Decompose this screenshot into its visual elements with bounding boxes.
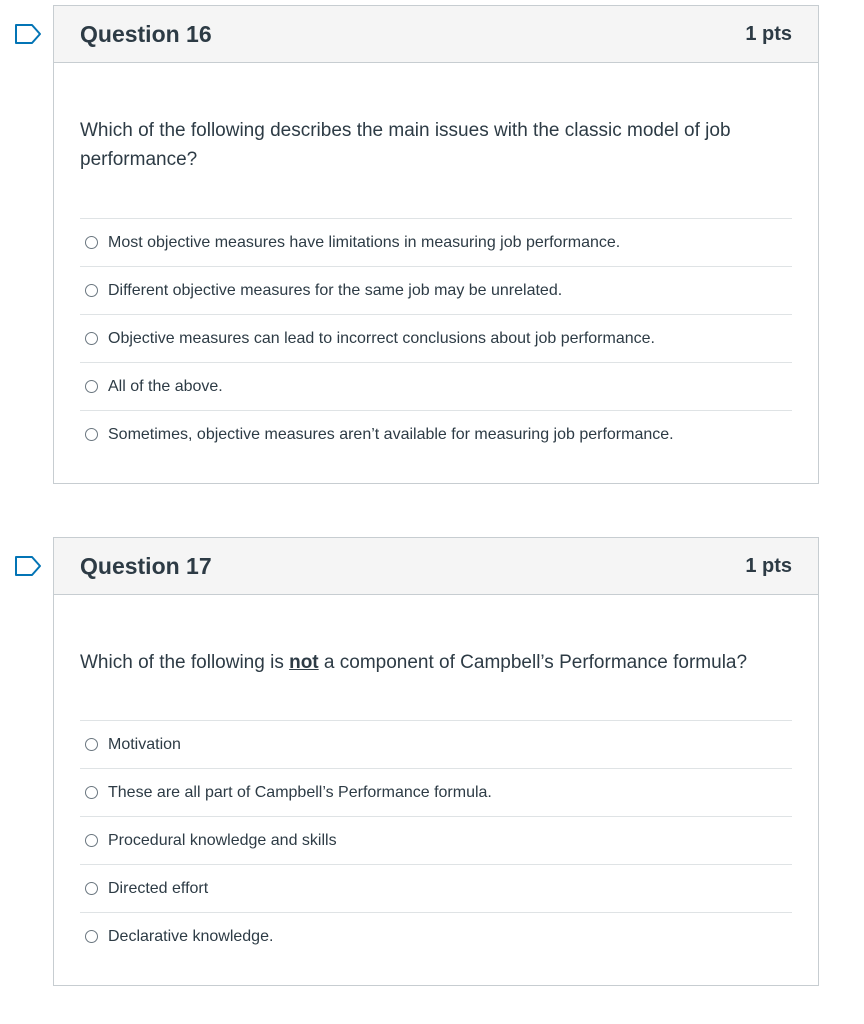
answer-option[interactable] bbox=[80, 363, 792, 411]
question-text-before: Which of the following is bbox=[80, 652, 290, 673]
answer-option[interactable] bbox=[80, 315, 792, 363]
answer-label: Declarative knowledge. bbox=[108, 927, 274, 945]
question-text-emphasis: not bbox=[289, 652, 319, 673]
question-header bbox=[54, 538, 818, 595]
radio-button[interactable] bbox=[85, 284, 98, 297]
answer-option[interactable] bbox=[80, 913, 792, 960]
radio-button[interactable] bbox=[85, 834, 98, 847]
flag-question-icon[interactable] bbox=[14, 23, 42, 45]
answer-option[interactable] bbox=[80, 219, 792, 267]
answer-label: Motivation bbox=[108, 735, 181, 753]
answer-option[interactable] bbox=[80, 817, 792, 865]
radio-button[interactable] bbox=[85, 428, 98, 441]
question-body bbox=[54, 63, 818, 458]
question-body bbox=[54, 595, 818, 960]
answer-label: Directed effort bbox=[108, 879, 209, 897]
answer-label: Most objective measures have limitations in measuring job performance. bbox=[108, 233, 621, 251]
question-17-card bbox=[53, 537, 819, 986]
question-title: Question 17 bbox=[80, 552, 212, 579]
radio-button[interactable] bbox=[85, 930, 98, 943]
answer-option[interactable] bbox=[80, 865, 792, 913]
question-16-card bbox=[53, 5, 819, 484]
answer-label: Different objective measures for the same job may be unrelated. bbox=[108, 281, 563, 299]
radio-button[interactable] bbox=[85, 738, 98, 751]
radio-button[interactable] bbox=[85, 236, 98, 249]
radio-button[interactable] bbox=[85, 882, 98, 895]
answer-label: Sometimes, objective measures aren’t available for measuring job performance. bbox=[108, 425, 674, 443]
answer-label: These are all part of Campbell’s Performance formula. bbox=[108, 783, 492, 801]
answer-option[interactable] bbox=[80, 769, 792, 817]
question-title: Question 16 bbox=[80, 20, 212, 47]
flag-question-icon[interactable] bbox=[14, 555, 42, 577]
answer-label: Procedural knowledge and skills bbox=[108, 831, 337, 849]
answer-label: Objective measures can lead to incorrect conclusions about job performance. bbox=[108, 329, 655, 347]
radio-button[interactable] bbox=[85, 786, 98, 799]
answer-option[interactable] bbox=[80, 267, 792, 315]
radio-button[interactable] bbox=[85, 380, 98, 393]
question-text: Which of the following describes the main issues with the classic model of job performance? bbox=[80, 120, 731, 170]
answer-list bbox=[80, 720, 792, 960]
answer-list bbox=[80, 218, 792, 458]
question-points: 1 pts bbox=[745, 22, 792, 45]
question-text bbox=[80, 595, 792, 720]
question-text-after: a component of Campbell’s Performance formula? bbox=[318, 652, 748, 673]
question-points: 1 pts bbox=[745, 554, 792, 577]
answer-option[interactable] bbox=[80, 721, 792, 769]
radio-button[interactable] bbox=[85, 332, 98, 345]
answer-label: All of the above. bbox=[108, 377, 223, 395]
question-header bbox=[54, 6, 818, 63]
answer-option[interactable] bbox=[80, 411, 792, 458]
